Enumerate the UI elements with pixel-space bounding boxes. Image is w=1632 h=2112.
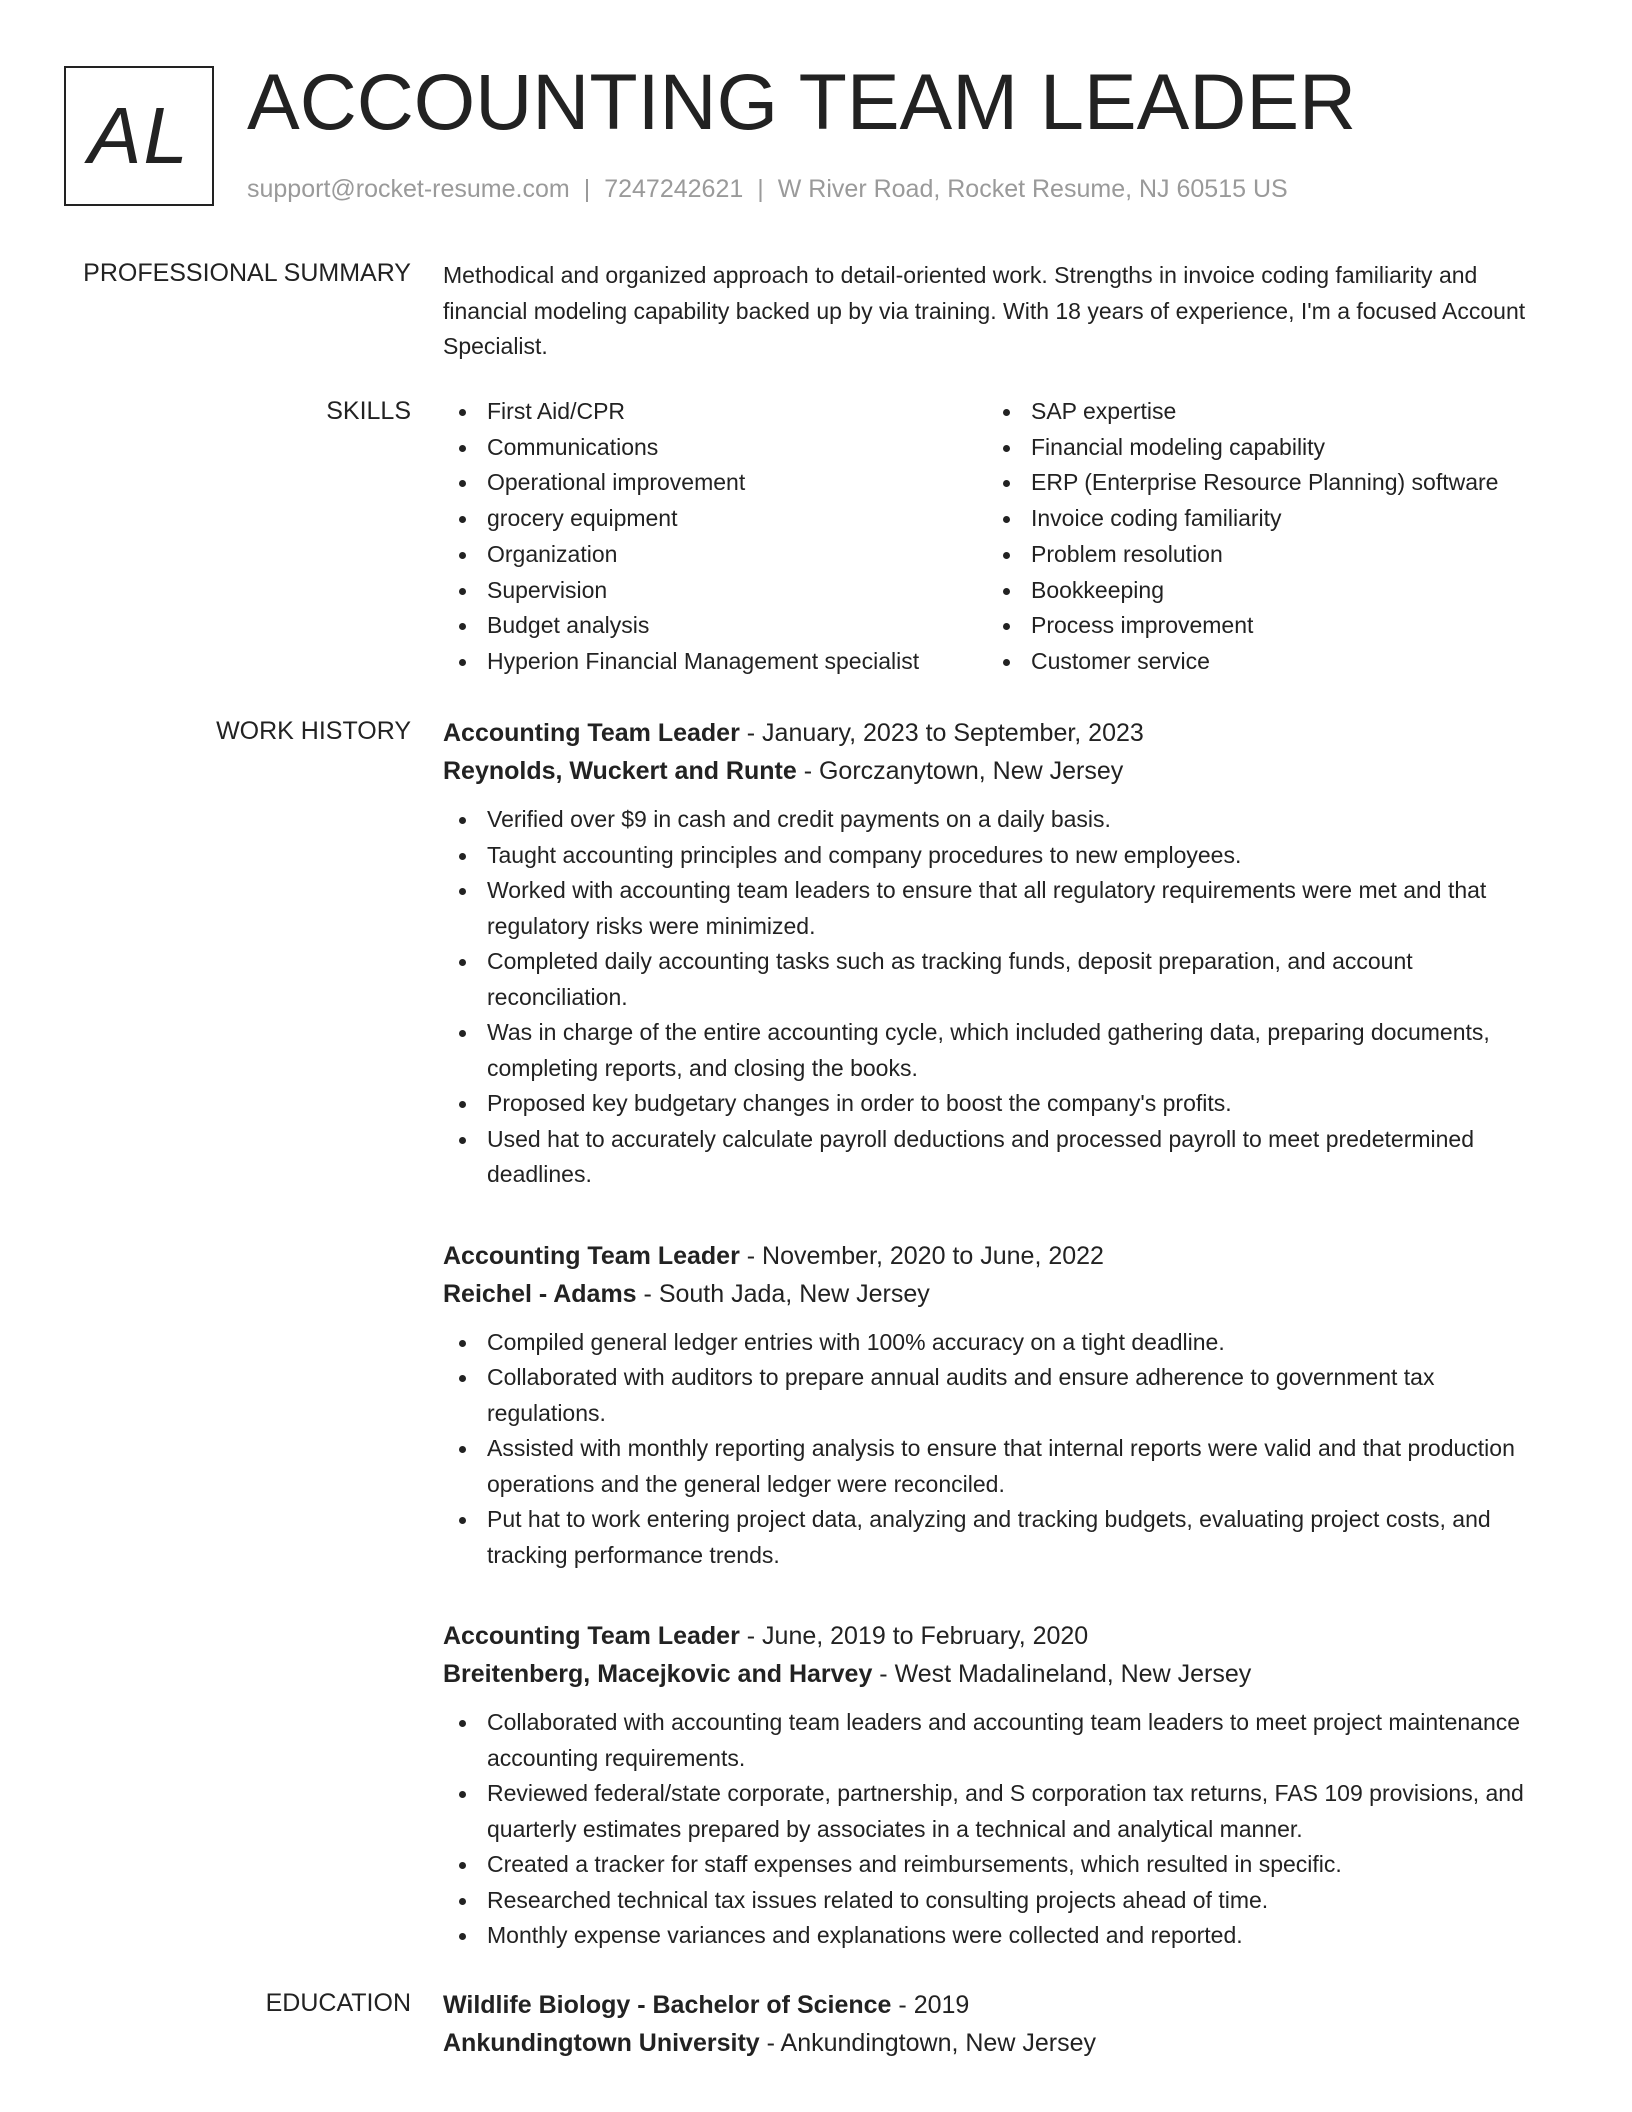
skill-item: Hyperion Financial Management specialist <box>443 644 987 680</box>
job-entry <box>443 714 1553 1193</box>
dash: - <box>759 2029 781 2057</box>
contact-separator: | <box>583 175 591 203</box>
section-label-skills: SKILLS <box>326 397 411 425</box>
job-title: Accounting Team Leader <box>443 719 740 747</box>
job-bullet: Verified over $9 in cash and credit payments on a daily basis. <box>443 802 1553 838</box>
job-bullet: Created a tracker for staff expenses and reimbursements, which resulted in specific. <box>443 1847 1553 1883</box>
skill-item: grocery equipment <box>443 501 987 537</box>
skill-item: Communications <box>443 430 987 466</box>
resume-title: ACCOUNTING TEAM LEADER <box>247 57 1357 146</box>
dash: - <box>891 1991 914 2019</box>
skill-item: Financial modeling capability <box>987 430 1498 466</box>
job-company-line <box>443 1275 1553 1313</box>
skill-item: SAP expertise <box>987 394 1498 430</box>
job-bullet: Collaborated with auditors to prepare annual audits and ensure adherence to government tax regulations. <box>443 1360 1553 1431</box>
skill-item: Budget analysis <box>443 608 987 644</box>
dash: - <box>739 719 763 747</box>
job-bullet: Was in charge of the entire accounting cycle, which included gathering data, preparing documents, completing reports, and closing the books. <box>443 1015 1553 1086</box>
job-title: Accounting Team Leader <box>443 1241 740 1270</box>
job-dates: January, 2023 to September, 2023 <box>762 719 1144 747</box>
job-entry <box>443 1617 1553 1954</box>
job-bullet: Used hat to accurately calculate payroll deductions and processed payroll to meet predetermined deadlines. <box>443 1122 1553 1193</box>
skills-list-right <box>987 394 1498 680</box>
job-company: Reynolds, Wuckert and Runte <box>443 757 797 785</box>
job-location: Gorczanytown, New Jersey <box>818 757 1124 785</box>
skill-item: Problem resolution <box>987 537 1498 573</box>
section-label-summary: PROFESSIONAL SUMMARY <box>83 259 411 287</box>
job-bullet: Reviewed federal/state corporate, partnership, and S corporation tax returns, FAS 109 provisions, and quarterly estimates prepared by associates in a technical and analytical manner. <box>443 1776 1553 1847</box>
job-company-line <box>443 1655 1553 1693</box>
job-bullet: Assisted with monthly reporting analysis to ensure that internal reports were valid and that production operations and the general ledger were reconciled. <box>443 1431 1553 1502</box>
job-entry <box>443 1237 1553 1574</box>
job-bullet: Put hat to work entering project data, analyzing and tracking budgets, evaluating project costs, and tracking performance trends. <box>443 1502 1553 1573</box>
contact-line <box>247 172 1288 206</box>
job-bullets <box>443 1705 1553 1954</box>
contact-address: W River Road, Rocket Resume, NJ 60515 US <box>777 175 1288 203</box>
job-dates: June, 2019 to February, 2020 <box>762 1622 1089 1650</box>
school-line <box>443 2024 1553 2062</box>
dash: - <box>796 757 819 785</box>
skill-item: Bookkeeping <box>987 573 1498 609</box>
job-company-line <box>443 752 1553 790</box>
dash: - <box>739 1241 763 1270</box>
dash: - <box>636 1279 659 1308</box>
job-bullet: Collaborated with accounting team leaders and accounting team leaders to meet project maintenance accounting requirements. <box>443 1705 1553 1776</box>
job-bullet: Researched technical tax issues related to consulting projects ahead of time. <box>443 1883 1553 1919</box>
skill-item: Operational improvement <box>443 465 987 501</box>
section-label-work-history: WORK HISTORY <box>216 717 411 745</box>
skill-item: Supervision <box>443 573 987 609</box>
job-location: West Madalineland, New Jersey <box>894 1660 1252 1688</box>
job-location: South Jada, New Jersey <box>658 1279 930 1308</box>
job-bullet: Completed daily accounting tasks such as tracking funds, deposit preparation, and account reconciliation. <box>443 944 1553 1015</box>
job-company: Breitenberg, Macejkovic and Harvey <box>443 1660 873 1688</box>
school-location: Ankundingtown, New Jersey <box>780 2029 1096 2057</box>
school: Ankundingtown University <box>443 2029 760 2057</box>
job-bullets <box>443 1325 1553 1574</box>
initials-monogram: AL <box>64 66 214 206</box>
job-bullet: Proposed key budgetary changes in order to boost the company's profits. <box>443 1086 1553 1122</box>
job-bullet: Worked with accounting team leaders to ensure that all regulatory requirements were met and that regulatory risks were minimized. <box>443 873 1553 944</box>
job-title-line <box>443 714 1553 752</box>
skill-item: Organization <box>443 537 987 573</box>
degree-line <box>443 1986 1553 2024</box>
job-title: Accounting Team Leader <box>443 1622 740 1650</box>
job-bullets <box>443 802 1553 1193</box>
job-title-line <box>443 1237 1553 1275</box>
job-title-line <box>443 1617 1553 1655</box>
skill-item: Invoice coding familiarity <box>987 501 1498 537</box>
dash: - <box>872 1660 895 1688</box>
contact-separator: | <box>757 175 764 203</box>
degree-year: 2019 <box>913 1991 970 2019</box>
job-bullet: Taught accounting principles and company procedures to new employees. <box>443 838 1553 874</box>
skill-item: Process improvement <box>987 608 1498 644</box>
job-company: Reichel - Adams <box>443 1279 637 1308</box>
job-bullet: Compiled general ledger entries with 100% accuracy on a tight deadline. <box>443 1325 1553 1361</box>
dash: - <box>739 1622 763 1650</box>
summary-text: Methodical and organized approach to detail-oriented work. Strengths in invoice coding familiarity and financial modeling capability backed up by via training. With 18 years of experience, I'm a focused Account Specialist. <box>443 262 1526 359</box>
job-bullet: Monthly expense variances and explanations were collected and reported. <box>443 1918 1553 1954</box>
skills-list-left <box>443 394 987 680</box>
skill-item: First Aid/CPR <box>443 394 987 430</box>
section-label-education: EDUCATION <box>265 1989 411 2017</box>
skill-item: ERP (Enterprise Resource Planning) software <box>987 465 1498 501</box>
contact-email: support@rocket-resume.com <box>247 175 570 203</box>
skill-item: Customer service <box>987 644 1498 680</box>
contact-phone: 7247242621 <box>604 175 744 203</box>
job-dates: November, 2020 to June, 2022 <box>762 1241 1104 1270</box>
degree: Wildlife Biology - Bachelor of Science <box>443 1991 892 2019</box>
